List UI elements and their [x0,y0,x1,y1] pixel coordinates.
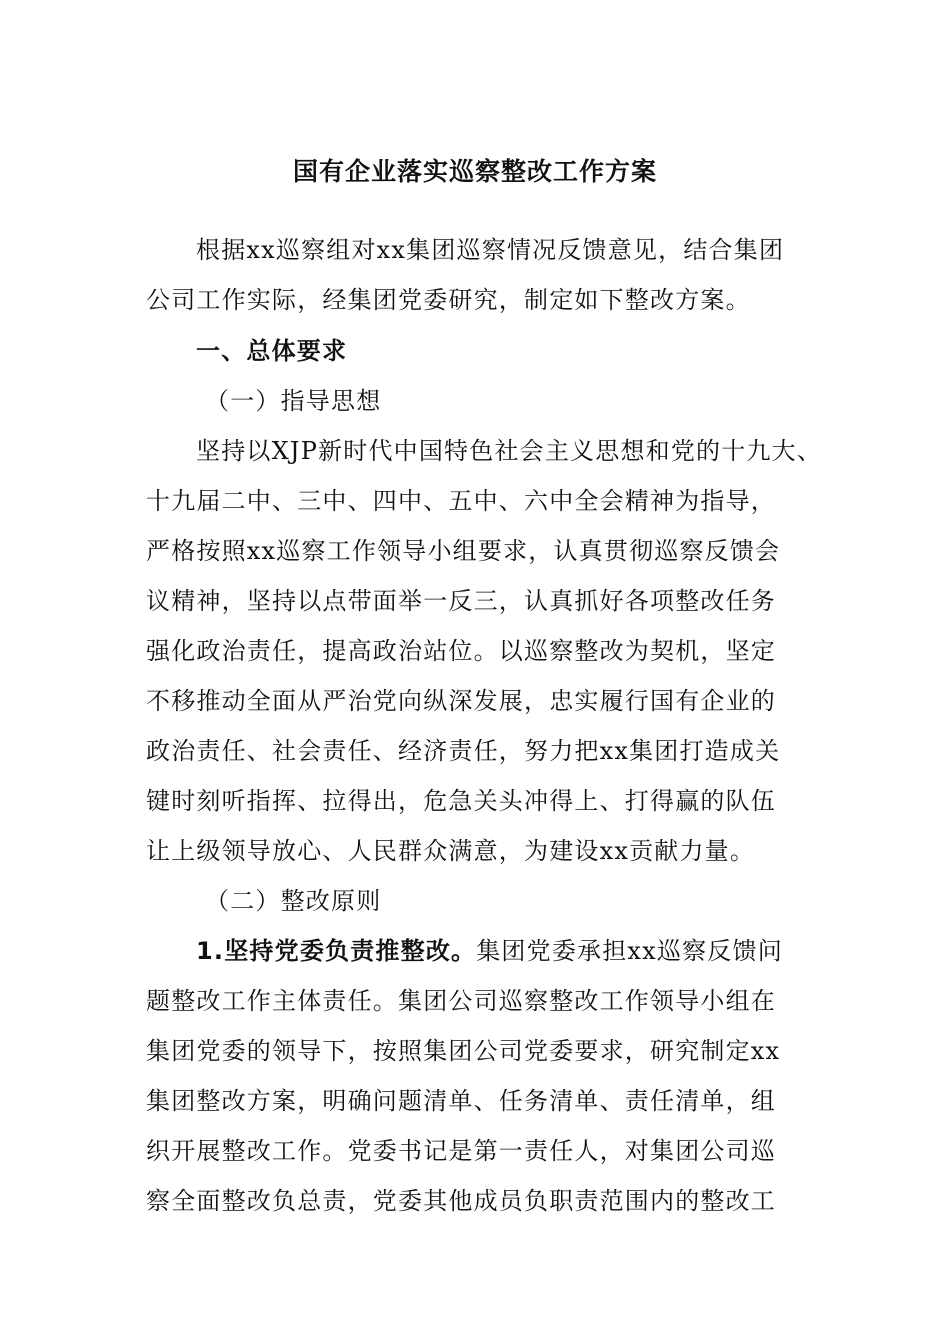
section-heading-overall-requirements: 一、总体要求 [196,337,348,365]
paragraph-line: 键时刻听指挥、拉得出，危急关头冲得上、打得赢的队伍 [146,787,776,815]
principle-1-text: 集团党委承担xx巡察反馈问 [476,937,783,965]
paragraph-line: 议精神，坚持以点带面举一反三，认真抓好各项整改任务 [146,587,776,615]
principle-1-first-line [196,933,783,969]
paragraph-line: 题整改工作主体责任。集团公司巡察整改工作领导小组在 [146,987,776,1015]
paragraph-line: 强化政治责任，提高政治站位。以巡察整改为契机，坚定 [146,637,776,665]
paragraph-line: 集团党委的领导下，按照集团公司党委要求，研究制定xx [146,1037,781,1065]
subsection-heading-rectification-principles: （二）整改原则 [205,887,382,915]
document-title: 国有企业落实巡察整改工作方案 [292,157,657,186]
paragraph-line: 十九届二中、三中、四中、五中、六中全会精神为指导， [146,487,776,515]
principle-1-title: 1.坚持党委负责推整改。 [196,937,477,965]
paragraph-line: 严格按照xx巡察工作领导小组要求，认真贯彻巡察反馈会 [146,537,781,565]
paragraph-line: 坚持以XJP新时代中国特色社会主义思想和党的十九大、 [196,437,823,465]
paragraph-line: 察全面整改负总责，党委其他成员负职责范围内的整改工 [146,1187,776,1215]
intro-line-2: 公司工作实际，经集团党委研究，制定如下整改方案。 [146,286,751,314]
paragraph-line: 不移推动全面从严治党向纵深发展，忠实履行国有企业的 [146,687,776,715]
intro-line-1: 根据xx巡察组对xx集团巡察情况反馈意见，结合集团 [196,236,785,264]
subsection-heading-guiding-ideology: （一）指导思想 [205,387,382,415]
paragraph-line: 集团整改方案，明确问题清单、任务清单、责任清单，组 [146,1087,776,1115]
paragraph-line: 政治责任、社会责任、经济责任，努力把xx集团打造成关 [146,737,781,765]
paragraph-line: 织开展整改工作。党委书记是第一责任人，对集团公司巡 [146,1137,776,1165]
paragraph-line: 让上级领导放心、人民群众满意，为建设xx贡献力量。 [146,837,756,865]
